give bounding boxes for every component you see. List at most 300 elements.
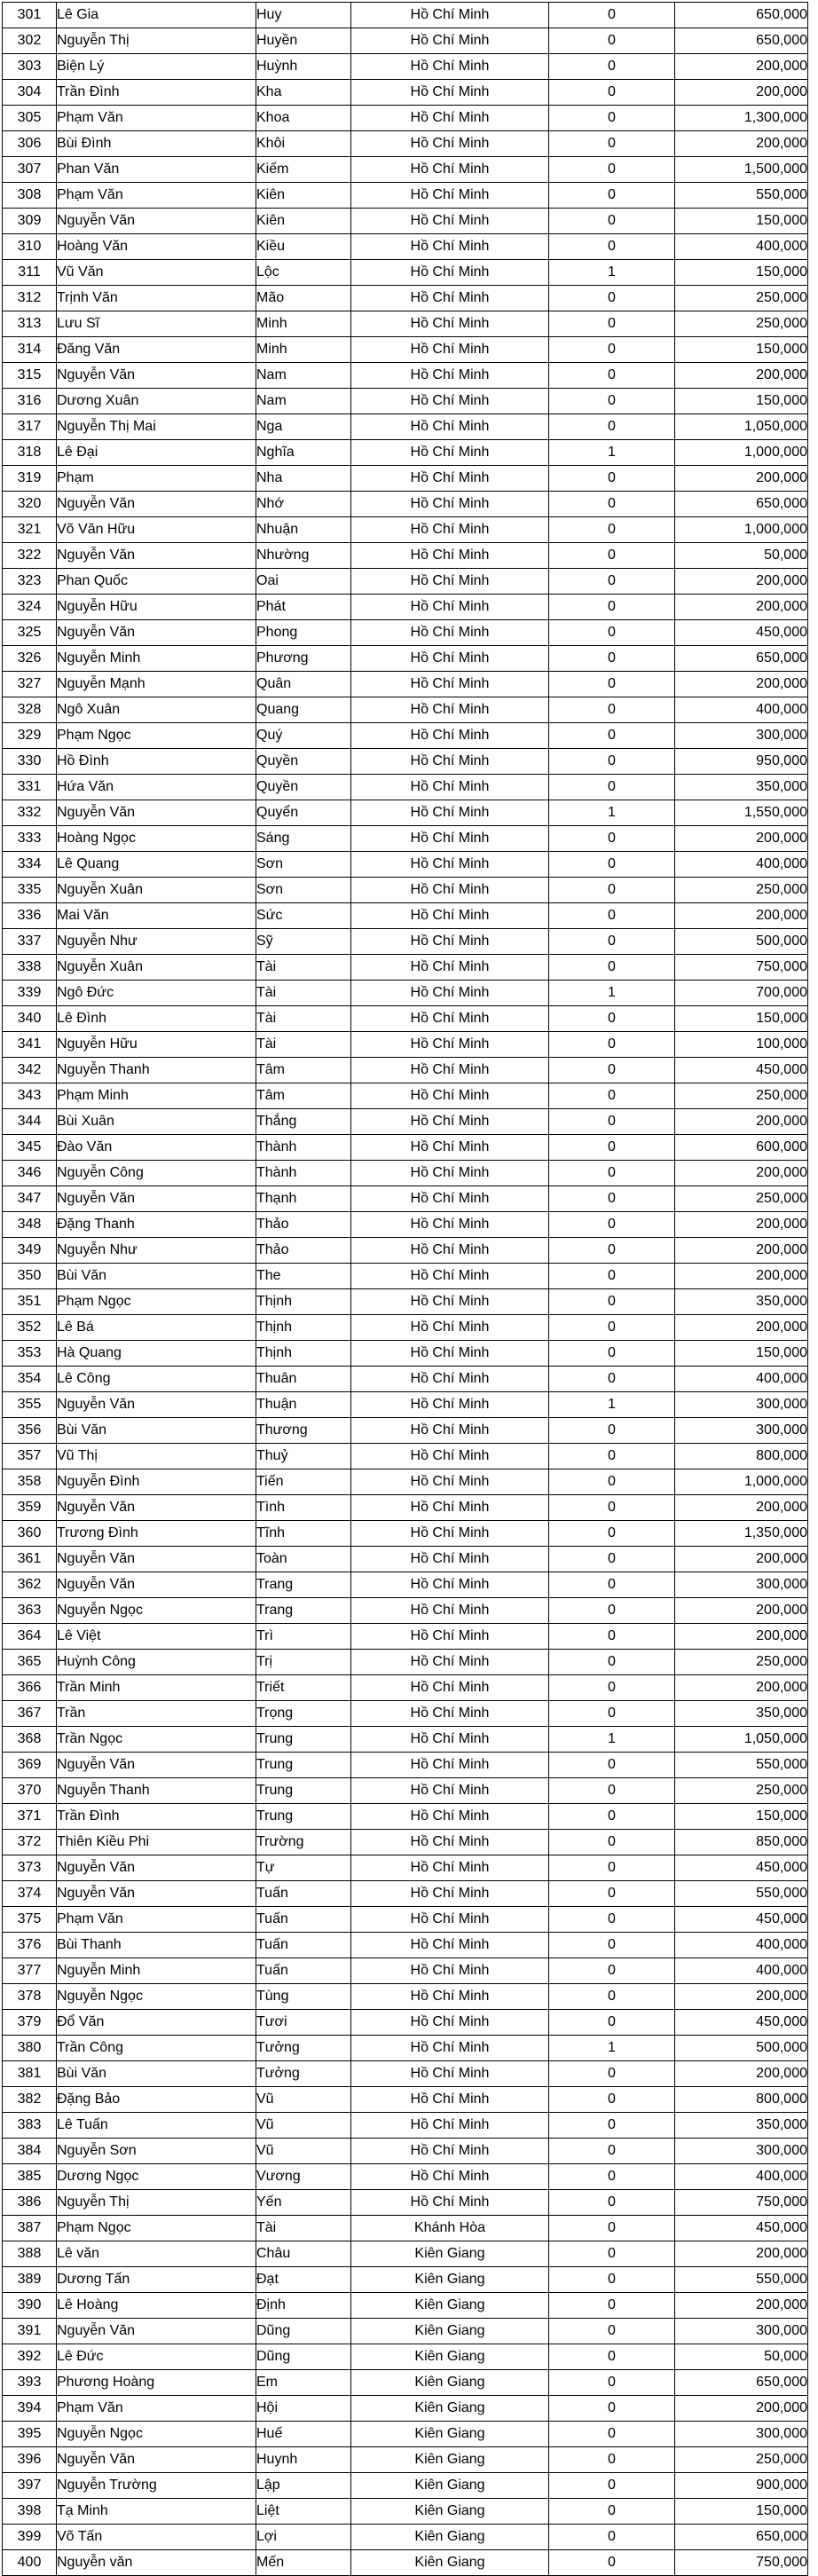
city-cell[interactable]: Hồ Chí Minh — [351, 1212, 549, 1238]
amount-cell[interactable]: 1,550,000 — [675, 800, 808, 826]
family-name-cell[interactable]: Phạm Văn — [57, 1907, 256, 1933]
row-number-cell[interactable]: 374 — [3, 1881, 57, 1907]
family-name-cell[interactable]: Phan Văn — [57, 157, 256, 183]
flag-cell[interactable]: 0 — [549, 1907, 675, 1933]
amount-cell[interactable]: 450,000 — [675, 1907, 808, 1933]
given-name-cell[interactable]: Sỹ — [256, 929, 351, 955]
row-number-cell[interactable]: 326 — [3, 646, 57, 672]
family-name-cell[interactable]: Nguyễn Văn — [57, 2447, 256, 2473]
flag-cell[interactable]: 0 — [549, 1598, 675, 1624]
row-number-cell[interactable]: 380 — [3, 2036, 57, 2061]
flag-cell[interactable]: 0 — [549, 1367, 675, 1392]
city-cell[interactable]: Hồ Chí Minh — [351, 1161, 549, 1186]
city-cell[interactable]: Hồ Chí Minh — [351, 569, 549, 595]
family-name-cell[interactable]: Nguyễn Ngọc — [57, 2422, 256, 2447]
flag-cell[interactable]: 0 — [549, 2370, 675, 2396]
flag-cell[interactable]: 0 — [549, 363, 675, 389]
given-name-cell[interactable]: Vũ — [256, 2113, 351, 2139]
city-cell[interactable]: Hồ Chí Minh — [351, 1135, 549, 1161]
flag-cell[interactable]: 0 — [549, 2216, 675, 2241]
row-number-cell[interactable]: 309 — [3, 209, 57, 234]
given-name-cell[interactable]: Trung — [256, 1727, 351, 1753]
city-cell[interactable]: Hồ Chí Minh — [351, 852, 549, 878]
given-name-cell[interactable]: Kiên — [256, 209, 351, 234]
family-name-cell[interactable]: Nguyễn Văn — [57, 543, 256, 569]
city-cell[interactable]: Hồ Chí Minh — [351, 1778, 549, 1804]
family-name-cell[interactable]: Trần Công — [57, 2036, 256, 2061]
family-name-cell[interactable]: Đặng Thanh — [57, 1212, 256, 1238]
family-name-cell[interactable]: Nguyễn Văn — [57, 2319, 256, 2344]
row-number-cell[interactable]: 327 — [3, 672, 57, 697]
row-number-cell[interactable]: 337 — [3, 929, 57, 955]
row-number-cell[interactable]: 338 — [3, 955, 57, 981]
city-cell[interactable]: Hồ Chí Minh — [351, 80, 549, 106]
family-name-cell[interactable]: Nguyễn Như — [57, 1238, 256, 1264]
row-number-cell[interactable]: 318 — [3, 440, 57, 466]
flag-cell[interactable]: 0 — [549, 620, 675, 646]
row-number-cell[interactable]: 400 — [3, 2550, 57, 2576]
given-name-cell[interactable]: Phát — [256, 595, 351, 620]
amount-cell[interactable]: 200,000 — [675, 672, 808, 697]
given-name-cell[interactable]: Liệt — [256, 2499, 351, 2525]
flag-cell[interactable]: 0 — [549, 1186, 675, 1212]
amount-cell[interactable]: 200,000 — [675, 1212, 808, 1238]
flag-cell[interactable]: 0 — [549, 1881, 675, 1907]
row-number-cell[interactable]: 398 — [3, 2499, 57, 2525]
city-cell[interactable]: Hồ Chí Minh — [351, 234, 549, 260]
row-number-cell[interactable]: 325 — [3, 620, 57, 646]
amount-cell[interactable]: 200,000 — [675, 903, 808, 929]
amount-cell[interactable]: 200,000 — [675, 1547, 808, 1572]
flag-cell[interactable]: 0 — [549, 852, 675, 878]
given-name-cell[interactable]: Huyền — [256, 28, 351, 54]
family-name-cell[interactable]: Lê Đại — [57, 440, 256, 466]
family-name-cell[interactable]: Phạm Ngọc — [57, 1289, 256, 1315]
given-name-cell[interactable]: Thuỷ — [256, 1444, 351, 1469]
amount-cell[interactable]: 250,000 — [675, 1083, 808, 1109]
given-name-cell[interactable]: Tùng — [256, 1984, 351, 2010]
row-number-cell[interactable]: 387 — [3, 2216, 57, 2241]
family-name-cell[interactable]: Trần Ngọc — [57, 1727, 256, 1753]
city-cell[interactable]: Hồ Chí Minh — [351, 1933, 549, 1958]
amount-cell[interactable]: 1,300,000 — [675, 106, 808, 131]
amount-cell[interactable]: 250,000 — [675, 2447, 808, 2473]
city-cell[interactable]: Hồ Chí Minh — [351, 1341, 549, 1367]
amount-cell[interactable]: 800,000 — [675, 2087, 808, 2113]
family-name-cell[interactable]: Nguyễn Văn — [57, 1855, 256, 1881]
city-cell[interactable]: Kiên Giang — [351, 2293, 549, 2319]
given-name-cell[interactable]: Quyền — [256, 775, 351, 800]
family-name-cell[interactable]: Lê Đình — [57, 1006, 256, 1032]
city-cell[interactable]: Hồ Chí Minh — [351, 54, 549, 80]
row-number-cell[interactable]: 376 — [3, 1933, 57, 1958]
amount-cell[interactable]: 650,000 — [675, 2370, 808, 2396]
city-cell[interactable]: Hồ Chí Minh — [351, 1881, 549, 1907]
family-name-cell[interactable]: Nguyễn Văn — [57, 1547, 256, 1572]
family-name-cell[interactable]: Nguyễn Văn — [57, 1572, 256, 1598]
family-name-cell[interactable]: Nguyễn Xuân — [57, 878, 256, 903]
amount-cell[interactable]: 150,000 — [675, 1341, 808, 1367]
flag-cell[interactable]: 0 — [549, 2190, 675, 2216]
amount-cell[interactable]: 450,000 — [675, 620, 808, 646]
amount-cell[interactable]: 300,000 — [675, 1418, 808, 1444]
flag-cell[interactable]: 0 — [549, 955, 675, 981]
flag-cell[interactable]: 1 — [549, 981, 675, 1006]
amount-cell[interactable]: 250,000 — [675, 1778, 808, 1804]
flag-cell[interactable]: 0 — [549, 1083, 675, 1109]
row-number-cell[interactable]: 384 — [3, 2139, 57, 2164]
city-cell[interactable]: Hồ Chí Minh — [351, 1109, 549, 1135]
flag-cell[interactable]: 0 — [549, 1958, 675, 1984]
given-name-cell[interactable]: Thạnh — [256, 1186, 351, 1212]
row-number-cell[interactable]: 332 — [3, 800, 57, 826]
given-name-cell[interactable]: Trung — [256, 1778, 351, 1804]
given-name-cell[interactable]: Trung — [256, 1753, 351, 1778]
family-name-cell[interactable]: Phạm Ngọc — [57, 2216, 256, 2241]
family-name-cell[interactable]: Nguyễn Văn — [57, 1753, 256, 1778]
row-number-cell[interactable]: 367 — [3, 1701, 57, 1727]
city-cell[interactable]: Hồ Chí Minh — [351, 2036, 549, 2061]
family-name-cell[interactable]: Bùi Thanh — [57, 1933, 256, 1958]
family-name-cell[interactable]: Nguyễn Thị Mai — [57, 414, 256, 440]
amount-cell[interactable]: 300,000 — [675, 2319, 808, 2344]
row-number-cell[interactable]: 386 — [3, 2190, 57, 2216]
given-name-cell[interactable]: Thắng — [256, 1109, 351, 1135]
city-cell[interactable]: Hồ Chí Minh — [351, 1675, 549, 1701]
family-name-cell[interactable]: Đặng Bảo — [57, 2087, 256, 2113]
flag-cell[interactable]: 0 — [549, 1495, 675, 1521]
family-name-cell[interactable]: Nguyễn Ngọc — [57, 1984, 256, 2010]
given-name-cell[interactable]: Quý — [256, 723, 351, 749]
flag-cell[interactable]: 0 — [549, 517, 675, 543]
row-number-cell[interactable]: 349 — [3, 1238, 57, 1264]
row-number-cell[interactable]: 336 — [3, 903, 57, 929]
given-name-cell[interactable]: Thịnh — [256, 1341, 351, 1367]
flag-cell[interactable]: 0 — [549, 1701, 675, 1727]
family-name-cell[interactable]: Nguyễn Văn — [57, 492, 256, 517]
family-name-cell[interactable]: Phạm Minh — [57, 1083, 256, 1109]
flag-cell[interactable]: 0 — [549, 1238, 675, 1264]
row-number-cell[interactable]: 345 — [3, 1135, 57, 1161]
amount-cell[interactable]: 400,000 — [675, 697, 808, 723]
family-name-cell[interactable]: Phạm Ngọc — [57, 723, 256, 749]
city-cell[interactable]: Kiên Giang — [351, 2473, 549, 2499]
row-number-cell[interactable]: 370 — [3, 1778, 57, 1804]
flag-cell[interactable]: 0 — [549, 697, 675, 723]
row-number-cell[interactable]: 371 — [3, 1804, 57, 1830]
given-name-cell[interactable]: Dũng — [256, 2344, 351, 2370]
city-cell[interactable]: Hồ Chí Minh — [351, 1984, 549, 2010]
row-number-cell[interactable]: 397 — [3, 2473, 57, 2499]
given-name-cell[interactable]: Minh — [256, 311, 351, 337]
given-name-cell[interactable]: Lập — [256, 2473, 351, 2499]
amount-cell[interactable]: 150,000 — [675, 1006, 808, 1032]
flag-cell[interactable]: 0 — [549, 311, 675, 337]
flag-cell[interactable]: 0 — [549, 2139, 675, 2164]
row-number-cell[interactable]: 372 — [3, 1830, 57, 1855]
amount-cell[interactable]: 350,000 — [675, 1289, 808, 1315]
amount-cell[interactable]: 250,000 — [675, 878, 808, 903]
amount-cell[interactable]: 850,000 — [675, 1830, 808, 1855]
given-name-cell[interactable]: Kha — [256, 80, 351, 106]
amount-cell[interactable]: 1,050,000 — [675, 414, 808, 440]
row-number-cell[interactable]: 304 — [3, 80, 57, 106]
flag-cell[interactable]: 0 — [549, 209, 675, 234]
family-name-cell[interactable]: Nguyễn Văn — [57, 800, 256, 826]
city-cell[interactable]: Hồ Chí Minh — [351, 620, 549, 646]
flag-cell[interactable]: 0 — [549, 234, 675, 260]
family-name-cell[interactable]: Dương Ngọc — [57, 2164, 256, 2190]
flag-cell[interactable]: 0 — [549, 1650, 675, 1675]
city-cell[interactable]: Hồ Chí Minh — [351, 1804, 549, 1830]
family-name-cell[interactable]: Nguyễn Văn — [57, 1392, 256, 1418]
flag-cell[interactable]: 0 — [549, 1212, 675, 1238]
flag-cell[interactable]: 0 — [549, 2447, 675, 2473]
given-name-cell[interactable]: Tươi — [256, 2010, 351, 2036]
row-number-cell[interactable]: 391 — [3, 2319, 57, 2344]
given-name-cell[interactable]: Yến — [256, 2190, 351, 2216]
amount-cell[interactable]: 450,000 — [675, 1058, 808, 1083]
family-name-cell[interactable]: Lưu Sĩ — [57, 311, 256, 337]
family-name-cell[interactable]: Nguyễn Văn — [57, 1495, 256, 1521]
city-cell[interactable]: Hồ Chí Minh — [351, 543, 549, 569]
row-number-cell[interactable]: 305 — [3, 106, 57, 131]
amount-cell[interactable]: 1,000,000 — [675, 517, 808, 543]
amount-cell[interactable]: 200,000 — [675, 1161, 808, 1186]
city-cell[interactable]: Hồ Chí Minh — [351, 1624, 549, 1650]
row-number-cell[interactable]: 368 — [3, 1727, 57, 1753]
amount-cell[interactable]: 400,000 — [675, 1933, 808, 1958]
given-name-cell[interactable]: Sức — [256, 903, 351, 929]
row-number-cell[interactable]: 339 — [3, 981, 57, 1006]
amount-cell[interactable]: 450,000 — [675, 2216, 808, 2241]
city-cell[interactable]: Hồ Chí Minh — [351, 1083, 549, 1109]
given-name-cell[interactable]: Huy — [256, 3, 351, 28]
family-name-cell[interactable]: Trần Đình — [57, 1804, 256, 1830]
given-name-cell[interactable]: Nhường — [256, 543, 351, 569]
amount-cell[interactable]: 50,000 — [675, 2344, 808, 2370]
amount-cell[interactable]: 650,000 — [675, 3, 808, 28]
family-name-cell[interactable]: Nguyễn Hữu — [57, 595, 256, 620]
given-name-cell[interactable]: Nha — [256, 466, 351, 492]
city-cell[interactable]: Hồ Chí Minh — [351, 1855, 549, 1881]
family-name-cell[interactable]: Phương Hoàng — [57, 2370, 256, 2396]
given-name-cell[interactable]: Tài — [256, 1032, 351, 1058]
given-name-cell[interactable]: Hội — [256, 2396, 351, 2422]
city-cell[interactable]: Hồ Chí Minh — [351, 1315, 549, 1341]
family-name-cell[interactable]: Lê Đức — [57, 2344, 256, 2370]
city-cell[interactable]: Khánh Hòa — [351, 2216, 549, 2241]
row-number-cell[interactable]: 335 — [3, 878, 57, 903]
city-cell[interactable]: Hồ Chí Minh — [351, 2190, 549, 2216]
family-name-cell[interactable]: Lê Hoàng — [57, 2293, 256, 2319]
family-name-cell[interactable]: Phạm Văn — [57, 106, 256, 131]
family-name-cell[interactable]: Lê Bá — [57, 1315, 256, 1341]
amount-cell[interactable]: 400,000 — [675, 1367, 808, 1392]
row-number-cell[interactable]: 316 — [3, 389, 57, 414]
flag-cell[interactable]: 0 — [549, 1341, 675, 1367]
amount-cell[interactable]: 150,000 — [675, 209, 808, 234]
row-number-cell[interactable]: 328 — [3, 697, 57, 723]
row-number-cell[interactable]: 319 — [3, 466, 57, 492]
amount-cell[interactable]: 50,000 — [675, 543, 808, 569]
city-cell[interactable]: Hồ Chí Minh — [351, 775, 549, 800]
given-name-cell[interactable]: Trì — [256, 1624, 351, 1650]
row-number-cell[interactable]: 323 — [3, 569, 57, 595]
given-name-cell[interactable]: Trọng — [256, 1701, 351, 1727]
city-cell[interactable]: Hồ Chí Minh — [351, 1701, 549, 1727]
city-cell[interactable]: Hồ Chí Minh — [351, 723, 549, 749]
given-name-cell[interactable]: Tự — [256, 1855, 351, 1881]
family-name-cell[interactable]: Huỳnh Công — [57, 1650, 256, 1675]
amount-cell[interactable]: 200,000 — [675, 1264, 808, 1289]
row-number-cell[interactable]: 311 — [3, 260, 57, 286]
amount-cell[interactable]: 250,000 — [675, 1186, 808, 1212]
city-cell[interactable]: Hồ Chí Minh — [351, 697, 549, 723]
given-name-cell[interactable]: Mến — [256, 2550, 351, 2576]
flag-cell[interactable]: 0 — [549, 1469, 675, 1495]
family-name-cell[interactable]: Nguyễn Đình — [57, 1469, 256, 1495]
flag-cell[interactable]: 0 — [549, 2010, 675, 2036]
amount-cell[interactable]: 450,000 — [675, 2010, 808, 2036]
family-name-cell[interactable]: Lê Tuấn — [57, 2113, 256, 2139]
family-name-cell[interactable]: Hồ Đình — [57, 749, 256, 775]
given-name-cell[interactable]: Trang — [256, 1598, 351, 1624]
row-number-cell[interactable]: 377 — [3, 1958, 57, 1984]
given-name-cell[interactable]: Thành — [256, 1161, 351, 1186]
given-name-cell[interactable]: Phong — [256, 620, 351, 646]
family-name-cell[interactable]: Nguyễn Ngọc — [57, 1598, 256, 1624]
city-cell[interactable]: Kiên Giang — [351, 2370, 549, 2396]
city-cell[interactable]: Kiên Giang — [351, 2525, 549, 2550]
amount-cell[interactable]: 350,000 — [675, 1701, 808, 1727]
row-number-cell[interactable]: 329 — [3, 723, 57, 749]
amount-cell[interactable]: 200,000 — [675, 1675, 808, 1701]
given-name-cell[interactable]: Khôi — [256, 131, 351, 157]
amount-cell[interactable]: 300,000 — [675, 2139, 808, 2164]
row-number-cell[interactable]: 303 — [3, 54, 57, 80]
amount-cell[interactable]: 200,000 — [675, 1598, 808, 1624]
city-cell[interactable]: Kiên Giang — [351, 2447, 549, 2473]
city-cell[interactable]: Hồ Chí Minh — [351, 1830, 549, 1855]
family-name-cell[interactable]: Ngô Xuân — [57, 697, 256, 723]
city-cell[interactable]: Hồ Chí Minh — [351, 1907, 549, 1933]
flag-cell[interactable]: 0 — [549, 1830, 675, 1855]
amount-cell[interactable]: 200,000 — [675, 826, 808, 852]
amount-cell[interactable]: 200,000 — [675, 80, 808, 106]
flag-cell[interactable]: 0 — [549, 1778, 675, 1804]
given-name-cell[interactable]: Tài — [256, 1006, 351, 1032]
flag-cell[interactable]: 0 — [549, 286, 675, 311]
city-cell[interactable]: Hồ Chí Minh — [351, 286, 549, 311]
city-cell[interactable]: Kiên Giang — [351, 2344, 549, 2370]
flag-cell[interactable]: 0 — [549, 389, 675, 414]
city-cell[interactable]: Kiên Giang — [351, 2550, 549, 2576]
city-cell[interactable]: Hồ Chí Minh — [351, 389, 549, 414]
given-name-cell[interactable]: Kiều — [256, 234, 351, 260]
row-number-cell[interactable]: 355 — [3, 1392, 57, 1418]
family-name-cell[interactable]: Nguyễn Xuân — [57, 955, 256, 981]
row-number-cell[interactable]: 354 — [3, 1367, 57, 1392]
flag-cell[interactable]: 0 — [549, 2344, 675, 2370]
amount-cell[interactable]: 200,000 — [675, 363, 808, 389]
family-name-cell[interactable]: Tạ Minh — [57, 2499, 256, 2525]
row-number-cell[interactable]: 334 — [3, 852, 57, 878]
city-cell[interactable]: Hồ Chí Minh — [351, 1418, 549, 1444]
row-number-cell[interactable]: 399 — [3, 2525, 57, 2550]
flag-cell[interactable]: 0 — [549, 492, 675, 517]
city-cell[interactable]: Hồ Chí Minh — [351, 749, 549, 775]
amount-cell[interactable]: 200,000 — [675, 1495, 808, 1521]
given-name-cell[interactable]: Châu — [256, 2241, 351, 2267]
amount-cell[interactable]: 100,000 — [675, 1032, 808, 1058]
amount-cell[interactable]: 200,000 — [675, 466, 808, 492]
given-name-cell[interactable]: Tình — [256, 1495, 351, 1521]
row-number-cell[interactable]: 364 — [3, 1624, 57, 1650]
flag-cell[interactable]: 0 — [549, 672, 675, 697]
row-number-cell[interactable]: 359 — [3, 1495, 57, 1521]
amount-cell[interactable]: 150,000 — [675, 337, 808, 363]
amount-cell[interactable]: 200,000 — [675, 1238, 808, 1264]
family-name-cell[interactable]: Nguyễn Văn — [57, 1186, 256, 1212]
amount-cell[interactable]: 700,000 — [675, 981, 808, 1006]
amount-cell[interactable]: 450,000 — [675, 1855, 808, 1881]
amount-cell[interactable]: 200,000 — [675, 2293, 808, 2319]
row-number-cell[interactable]: 344 — [3, 1109, 57, 1135]
flag-cell[interactable]: 0 — [549, 1753, 675, 1778]
family-name-cell[interactable]: Nguyễn Văn — [57, 209, 256, 234]
flag-cell[interactable]: 1 — [549, 1392, 675, 1418]
flag-cell[interactable]: 0 — [549, 183, 675, 209]
city-cell[interactable]: Hồ Chí Minh — [351, 903, 549, 929]
amount-cell[interactable]: 1,050,000 — [675, 1727, 808, 1753]
row-number-cell[interactable]: 307 — [3, 157, 57, 183]
given-name-cell[interactable]: Tuấn — [256, 1881, 351, 1907]
city-cell[interactable]: Hồ Chí Minh — [351, 414, 549, 440]
flag-cell[interactable]: 0 — [549, 595, 675, 620]
city-cell[interactable]: Hồ Chí Minh — [351, 1598, 549, 1624]
family-name-cell[interactable]: Lê Công — [57, 1367, 256, 1392]
amount-cell[interactable]: 200,000 — [675, 131, 808, 157]
row-number-cell[interactable]: 389 — [3, 2267, 57, 2293]
family-name-cell[interactable]: Nguyễn Văn — [57, 363, 256, 389]
amount-cell[interactable]: 650,000 — [675, 492, 808, 517]
given-name-cell[interactable]: Nam — [256, 389, 351, 414]
row-number-cell[interactable]: 396 — [3, 2447, 57, 2473]
flag-cell[interactable]: 0 — [549, 1855, 675, 1881]
amount-cell[interactable]: 1,350,000 — [675, 1521, 808, 1547]
given-name-cell[interactable]: The — [256, 1264, 351, 1289]
amount-cell[interactable]: 200,000 — [675, 1624, 808, 1650]
flag-cell[interactable]: 0 — [549, 1933, 675, 1958]
city-cell[interactable]: Hồ Chí Minh — [351, 3, 549, 28]
flag-cell[interactable]: 0 — [549, 466, 675, 492]
flag-cell[interactable]: 0 — [549, 414, 675, 440]
given-name-cell[interactable]: Tưởng — [256, 2061, 351, 2087]
family-name-cell[interactable]: Bùi Văn — [57, 1264, 256, 1289]
city-cell[interactable]: Hồ Chí Minh — [351, 826, 549, 852]
city-cell[interactable]: Kiên Giang — [351, 2241, 549, 2267]
given-name-cell[interactable]: Trang — [256, 1572, 351, 1598]
family-name-cell[interactable]: Lê Gia — [57, 3, 256, 28]
row-number-cell[interactable]: 333 — [3, 826, 57, 852]
family-name-cell[interactable]: Nguyễn Thanh — [57, 1058, 256, 1083]
family-name-cell[interactable]: Ngô Đức — [57, 981, 256, 1006]
family-name-cell[interactable]: Phan Quốc — [57, 569, 256, 595]
city-cell[interactable]: Kiên Giang — [351, 2422, 549, 2447]
city-cell[interactable]: Hồ Chí Minh — [351, 183, 549, 209]
given-name-cell[interactable]: Em — [256, 2370, 351, 2396]
